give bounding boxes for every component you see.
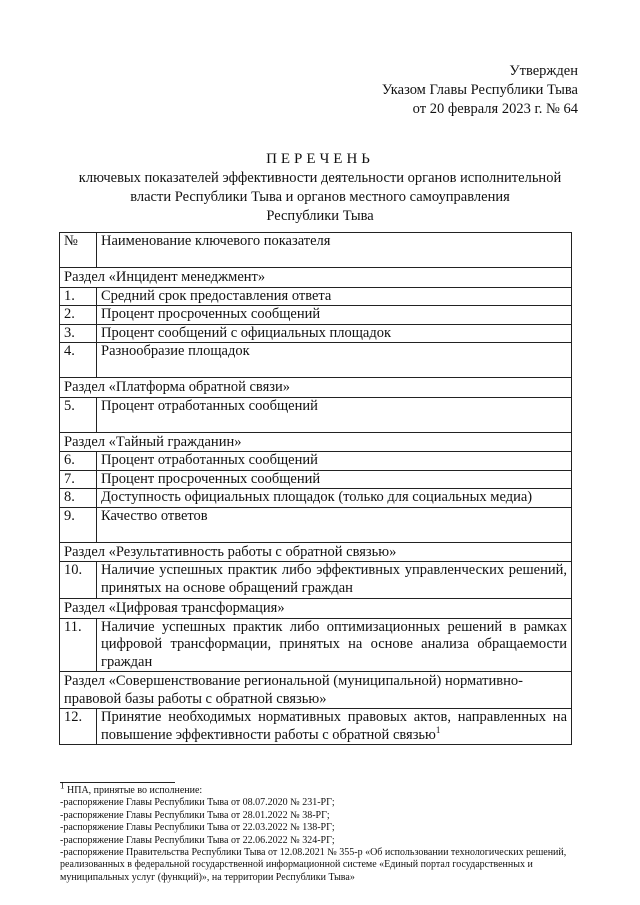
table-row: [60, 452, 572, 471]
table-row: [60, 343, 572, 378]
section-title: Раздел «Инцидент менеджмент»: [60, 268, 572, 288]
row-number: 3.: [60, 324, 97, 343]
footnote-item: -распоряжение Главы Республики Тыва от 08.07.2020 № 231-РГ;: [60, 797, 335, 809]
footnote-divider: [60, 782, 175, 783]
row-name: Процент сообщений с официальных площадок: [97, 324, 572, 343]
approval-line-1: Утвержден: [509, 63, 578, 79]
section-row: [60, 378, 572, 398]
row-number: 7.: [60, 470, 97, 489]
row-name: Доступность официальных площадок (только для социальных медиа): [97, 489, 572, 508]
section-row: [60, 542, 572, 562]
section-title: Раздел «Результативность работы с обратной связью»: [60, 542, 572, 562]
row-number: 11.: [60, 618, 97, 672]
footnote-item: -распоряжение Главы Республики Тыва от 28.01.2022 № 38-РГ;: [60, 809, 330, 821]
table-row: [60, 287, 572, 306]
footnotes: [60, 780, 600, 884]
kpi-table: [59, 232, 572, 745]
row-number: 5.: [60, 397, 97, 432]
row-number: 12.: [60, 709, 97, 745]
section-title: Раздел «Платформа обратной связи»: [60, 378, 572, 398]
heading-line-3: Республики Тыва: [266, 208, 374, 224]
footnote-reference[interactable]: 1: [435, 724, 441, 735]
table-row: [60, 324, 572, 343]
row-number: 1.: [60, 287, 97, 306]
row-number: 6.: [60, 452, 97, 471]
table-row: [60, 306, 572, 325]
table-row: [60, 489, 572, 508]
document-heading: [40, 150, 600, 226]
row-name: Процент просроченных сообщений: [97, 470, 572, 489]
table-row: [60, 470, 572, 489]
section-title: Раздел «Совершенствование региональной (муниципальной) нормативно-правовой базы работы с обратной связью»: [60, 672, 572, 709]
table-row: [60, 618, 572, 672]
table-row: [60, 397, 572, 432]
header-number: №: [60, 233, 97, 268]
approval-line-3: от 20 февраля 2023 г. № 64: [412, 101, 578, 117]
table-row: [60, 507, 572, 542]
row-name-text: Принятие необходимых нормативных правовых актов, направленных на повышение эффективности работы с обратной связью: [101, 709, 567, 743]
row-name: Разнообразие площадок: [97, 343, 572, 378]
footnote-intro-text: НПА, принятые во исполнение:: [67, 785, 203, 796]
row-number: 9.: [60, 507, 97, 542]
footnote-intro: [60, 780, 600, 797]
row-number: 4.: [60, 343, 97, 378]
row-name: Наличие успешных практик либо эффективных управленческих решений, принятых на основе обращений граждан: [97, 562, 572, 599]
row-name: Процент просроченных сообщений: [97, 306, 572, 325]
footnote-item: -распоряжение Главы Республики Тыва от 22.06.2022 № 324-РГ;: [60, 834, 335, 846]
heading-line-1: ключевых показателей эффективности деятельности органов исполнительной: [78, 170, 562, 186]
approval-block: [358, 62, 578, 119]
document-title: ПЕРЕЧЕНЬ: [266, 151, 374, 167]
row-number: 2.: [60, 306, 97, 325]
row-name: Наличие успешных практик либо оптимизационных решений в рамках цифровой трансформации, принятых на основе анализа обращаемости граждан: [97, 618, 572, 672]
section-row: [60, 268, 572, 288]
footnote-item: -распоряжение Главы Республики Тыва от 22.03.2022 № 138-РГ;: [60, 822, 335, 834]
row-number: 8.: [60, 489, 97, 508]
section-row: [60, 672, 572, 709]
row-name: Качество ответов: [97, 507, 572, 542]
section-row: [60, 599, 572, 619]
footnote-mark: 1: [60, 780, 65, 791]
table-row: [60, 562, 572, 599]
footnote-item: -распоряжение Правительства Республики Тыва от 12.08.2021 № 355-р «Об использовании технологических решений, реализованных в федеральной государственной информационной системе «Единый портал государственных и муниципальных услуг (функций)», на территории Республики Тыва»: [60, 847, 567, 883]
section-title: Раздел «Тайный гражданин»: [60, 432, 572, 452]
row-name: Процент отработанных сообщений: [97, 397, 572, 432]
row-name: Средний срок предоставления ответа: [97, 287, 572, 306]
table-row: [60, 709, 572, 745]
row-number: 10.: [60, 562, 97, 599]
section-row: [60, 432, 572, 452]
row-name: Процент отработанных сообщений: [97, 452, 572, 471]
table-header-row: [60, 233, 572, 268]
approval-line-2: Указом Главы Республики Тыва: [381, 82, 578, 98]
section-title: Раздел «Цифровая трансформация»: [60, 599, 572, 619]
header-name: Наименование ключевого показателя: [97, 233, 572, 268]
row-name: [97, 709, 572, 745]
heading-line-2: власти Республики Тыва и органов местного самоуправления: [130, 189, 510, 205]
